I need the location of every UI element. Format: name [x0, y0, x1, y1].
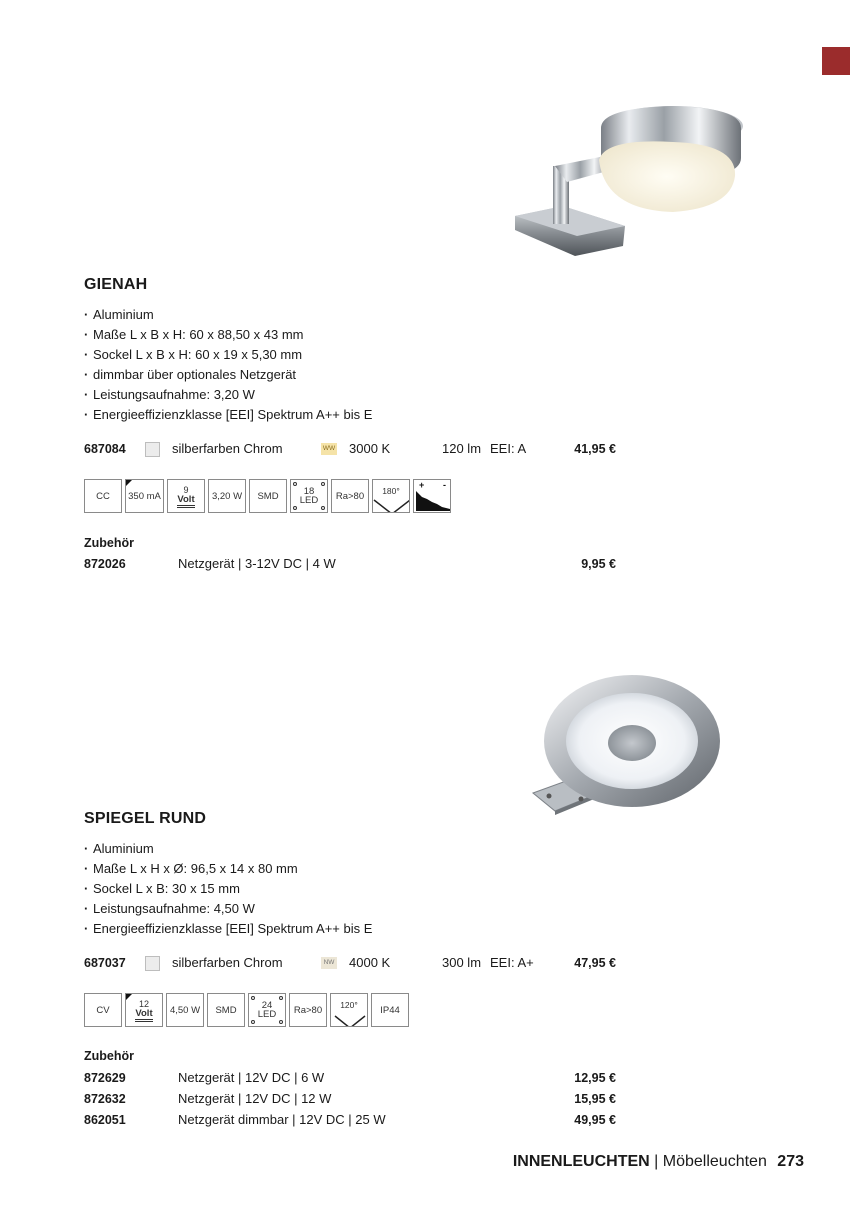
feature-list	[84, 305, 372, 425]
icon-label: Ra>80	[335, 490, 365, 502]
finish-swatch	[145, 956, 160, 971]
accessory-price: 9,95 €	[581, 557, 616, 571]
svg-text:-: -	[443, 480, 446, 490]
accessory-number: 872629	[84, 1071, 126, 1085]
icon-label: 4,50 W	[169, 1004, 201, 1016]
icon-label: 350 mA	[128, 490, 161, 502]
color-temperature: 4000 K	[349, 955, 391, 970]
accessory-price: 12,95 €	[574, 1071, 616, 1085]
article-price: 47,95 €	[574, 956, 616, 970]
led-label: LED	[257, 1009, 277, 1020]
finish-swatch	[145, 442, 160, 457]
finish-label: silberfarben Chrom	[172, 955, 283, 970]
energy-class: EEI: A+	[490, 955, 534, 970]
accessory-number: 872026	[84, 557, 126, 571]
section-color-tab	[822, 47, 850, 75]
led-count-icon	[290, 479, 328, 513]
luminous-flux: 120 lm	[442, 441, 482, 456]
finish-label: silberfarben Chrom	[172, 441, 283, 456]
feature-item: · Leistungsaufnahme: 4,50 W	[84, 899, 372, 919]
accessory-row	[84, 1110, 624, 1130]
energy-class: EEI: A	[490, 441, 527, 456]
volt-value: 12	[138, 998, 149, 1009]
feature-item: · dimmbar über optionales Netzgerät	[84, 365, 372, 385]
footer-subsection: Möbelleuchten	[662, 1153, 767, 1170]
article-price: 41,95 €	[574, 442, 616, 456]
article-number: 687037	[84, 956, 126, 970]
page-number: 273	[777, 1153, 804, 1170]
feature-item: · Aluminium	[84, 839, 372, 859]
voltage-icon	[125, 993, 163, 1027]
feature-item: · Aluminium	[84, 305, 372, 325]
accessory-row	[84, 1068, 624, 1088]
luminous-flux: 300 lm	[442, 955, 482, 970]
warm-white-badge: WW	[321, 443, 337, 455]
smd-icon	[249, 479, 287, 513]
neutral-white-badge: NW	[321, 957, 337, 969]
product-title: SPIEGEL RUND	[84, 810, 207, 827]
color-temperature: 3000 K	[349, 441, 391, 456]
ip-rating-icon	[371, 993, 409, 1027]
current-icon	[125, 479, 164, 513]
page-footer	[513, 1153, 804, 1171]
spiegel-rund-product-image	[525, 665, 725, 825]
accessory-description: Netzgerät | 12V DC | 12 W	[178, 1091, 332, 1106]
power-icon	[166, 993, 204, 1027]
color-rendering-icon	[331, 479, 369, 513]
dimmable-icon	[413, 479, 451, 513]
beam-angle-label: 180°	[382, 486, 400, 496]
footer-separator: |	[654, 1153, 659, 1170]
feature-item: · Maße L x B x H: 60 x 88,50 x 43 mm	[84, 325, 372, 345]
spec-icon-row	[84, 479, 451, 513]
feature-item: · Maße L x H x Ø: 96,5 x 14 x 80 mm	[84, 859, 372, 879]
color-rendering-icon	[289, 993, 327, 1027]
feature-item: · Energieeffizienzklasse [EEI] Spektrum A++ bis E	[84, 919, 372, 939]
constant-current-icon	[84, 479, 122, 513]
icon-label: 3,20 W	[211, 490, 243, 502]
icon-label: Ra>80	[293, 1004, 323, 1016]
led-count: 18	[303, 486, 315, 497]
feature-list	[84, 839, 372, 939]
volt-label: Volt	[177, 495, 194, 508]
icon-label: IP44	[380, 1004, 400, 1016]
accessory-number: 862051	[84, 1113, 126, 1127]
spec-icon-row	[84, 993, 409, 1027]
icon-label: CC	[96, 490, 110, 502]
article-row	[84, 953, 624, 973]
volt-label: Volt	[135, 1009, 152, 1022]
footer-section: INNENLEUCHTEN	[512, 1153, 650, 1170]
gienah-product-image	[505, 98, 745, 268]
feature-item: · Energieeffizienzklasse [EEI] Spektrum A++ bis E	[84, 405, 372, 425]
accessory-price: 15,95 €	[574, 1092, 616, 1106]
led-count-icon	[248, 993, 286, 1027]
accessory-row	[84, 1089, 624, 1109]
beam-angle-icon	[330, 993, 368, 1027]
feature-item: · Sockel L x B: 30 x 15 mm	[84, 879, 372, 899]
accessories-heading: Zubehör	[84, 1049, 134, 1063]
accessory-number: 872632	[84, 1092, 126, 1106]
constant-voltage-icon	[84, 993, 122, 1027]
product-title: GIENAH	[84, 276, 148, 293]
accessory-description: Netzgerät dimmbar | 12V DC | 25 W	[178, 1112, 386, 1127]
voltage-icon	[167, 479, 205, 513]
accessory-row	[84, 554, 624, 574]
smd-icon	[207, 993, 245, 1027]
accessory-description: Netzgerät | 12V DC | 6 W	[178, 1070, 325, 1085]
accessory-price: 49,95 €	[574, 1113, 616, 1127]
led-label: LED	[299, 495, 319, 506]
icon-label: SMD	[257, 490, 279, 502]
article-row	[84, 439, 624, 459]
feature-item: · Leistungsaufnahme: 3,20 W	[84, 385, 372, 405]
led-count: 24	[261, 1000, 273, 1011]
svg-text:+: +	[419, 480, 425, 490]
icon-label: CV	[96, 1004, 110, 1016]
accessory-description: Netzgerät | 3-12V DC | 4 W	[178, 556, 336, 571]
power-icon	[208, 479, 246, 513]
accessories-heading: Zubehör	[84, 536, 134, 550]
icon-label: SMD	[215, 1004, 237, 1016]
volt-value: 9	[183, 484, 189, 495]
feature-item: · Sockel L x B x H: 60 x 19 x 5,30 mm	[84, 345, 372, 365]
beam-angle-icon	[372, 479, 410, 513]
article-number: 687084	[84, 442, 126, 456]
beam-angle-label: 120°	[340, 1000, 358, 1010]
